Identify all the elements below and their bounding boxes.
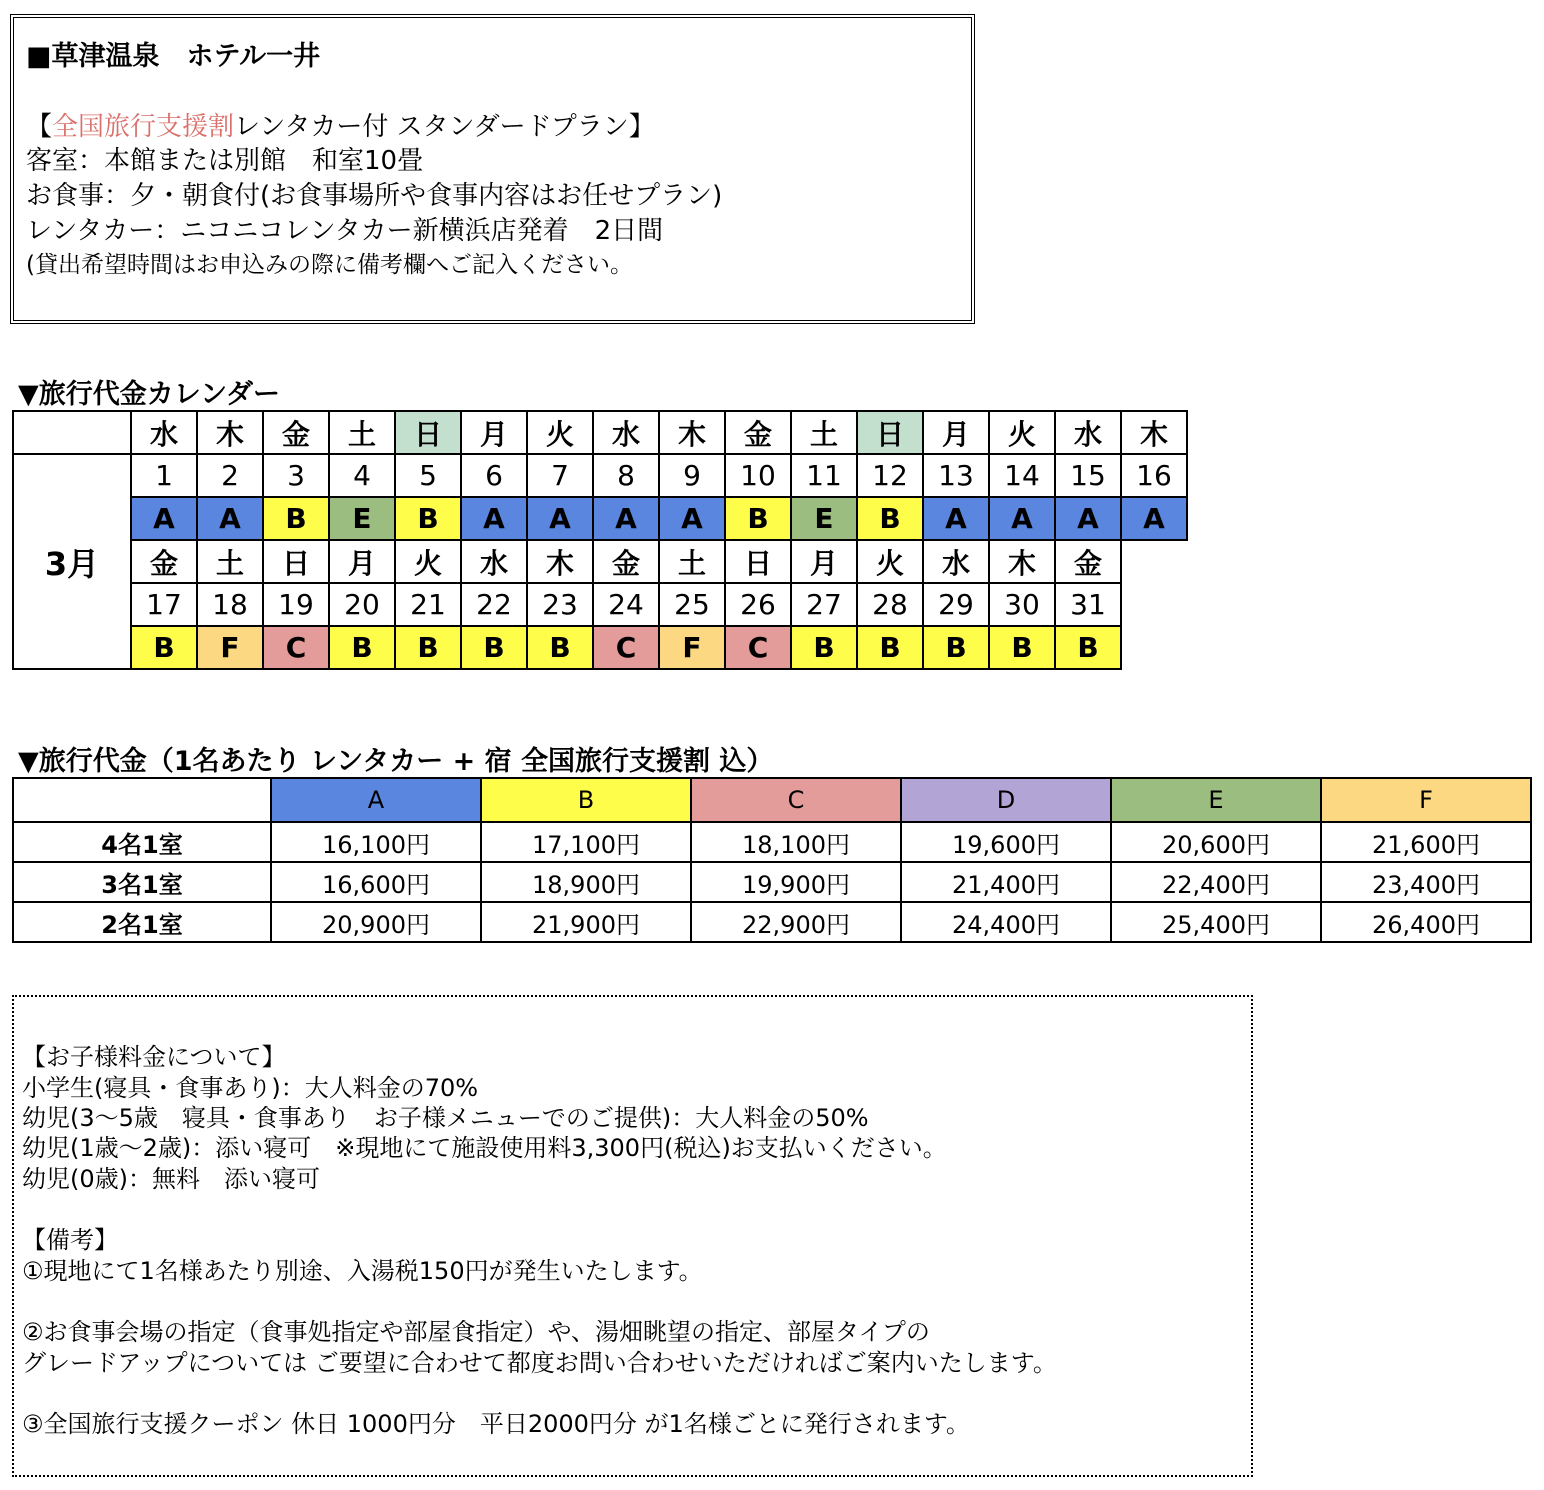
price-cell: 19,900円 [691,862,901,902]
room-info: 客室：本館または別館 和室10畳 [26,146,424,176]
calendar-title: ▼旅行代金カレンダー [18,379,281,410]
hotel-title: ■草津温泉 ホテル一井 [26,41,321,72]
rank-cell: E [329,497,395,540]
day-cell: 16 [1121,454,1187,497]
price-cell: 16,600円 [271,862,481,902]
price-row [13,862,1531,902]
day-cell: 14 [989,454,1055,497]
price-cell: 22,900円 [691,902,901,942]
rank-cell: C [263,626,329,669]
price-title: ▼旅行代金（1名あたり レンタカー + 宿 全国旅行支援割 込） [18,746,774,777]
day-cell: 17 [131,583,197,626]
weekday-cell: 月 [461,411,527,454]
weekday-cell: 火 [527,411,593,454]
rank-cell: A [1121,497,1187,540]
price-cell: 18,900円 [481,862,691,902]
empty-cell [1121,626,1187,669]
rank-cell: B [923,626,989,669]
child-line: 小学生(寝具・食事あり)：大人料金の70% [22,1074,479,1102]
price-cell: 21,600円 [1321,822,1531,862]
day-cell: 13 [923,454,989,497]
price-row [13,822,1531,862]
weekday-cell: 日 [857,411,923,454]
day-cell: 2 [197,454,263,497]
rank-column-header: E [1111,778,1321,822]
rank-cell: B [395,497,461,540]
rank-cell: B [791,626,857,669]
child-line: 幼児(1歳～2歳)：添い寝可 ※現地にて施設使用料3,300円(税込)お支払いください。 [22,1134,947,1162]
rank-cell: C [593,626,659,669]
rank-cell: B [395,626,461,669]
room-occupancy-label: 3名1室 [13,862,271,902]
price-cell: 23,400円 [1321,862,1531,902]
rank-cell: A [131,497,197,540]
day-cell: 6 [461,454,527,497]
child-heading: 【お子様料金について】 [22,1043,286,1071]
plan-accent: 全国旅行支援割 [52,112,235,142]
rank-column-header: B [481,778,691,822]
rank-cell: B [461,626,527,669]
price-calendar [12,410,1188,670]
weekday-cell: 月 [923,411,989,454]
rank-cell: E [791,497,857,540]
rank-column-header: F [1321,778,1531,822]
weekday-cell: 月 [329,540,395,583]
day-cell: 22 [461,583,527,626]
weekday-cell: 水 [1055,411,1121,454]
remark-2b: グレードアップについては ご要望に合わせて都度お問い合わせいただければご案内いたします。 [22,1349,1057,1377]
price-cell: 18,100円 [691,822,901,862]
rank-cell: A [923,497,989,540]
price-cell: 25,400円 [1111,902,1321,942]
room-occupancy-label: 4名1室 [13,822,271,862]
rank-cell: F [197,626,263,669]
calendar-corner [13,411,131,454]
rank-cell: A [1055,497,1121,540]
weekday-cell: 木 [659,411,725,454]
weekday-cell: 火 [857,540,923,583]
weekday-cell: 水 [131,411,197,454]
weekday-cell: 水 [461,540,527,583]
remarks-heading: 【備考】 [22,1226,118,1254]
day-cell: 5 [395,454,461,497]
room-occupancy-label: 2名1室 [13,902,271,942]
rank-cell: B [263,497,329,540]
child-line: 幼児(0歳)：無料 添い寝可 [22,1165,320,1193]
day-cell: 24 [593,583,659,626]
hotel-info-box [10,14,975,324]
rank-cell: A [659,497,725,540]
weekday-cell: 木 [527,540,593,583]
weekday-cell: 金 [131,540,197,583]
price-cell: 17,100円 [481,822,691,862]
weekday-cell: 火 [395,540,461,583]
rank-cell: A [593,497,659,540]
day-cell: 27 [791,583,857,626]
weekday-cell: 土 [329,411,395,454]
day-cell: 20 [329,583,395,626]
child-line: 幼児(3～5歳 寝具・食事あり お子様メニューでのご提供)：大人料金の50% [22,1104,869,1132]
day-cell: 4 [329,454,395,497]
remark-3: ③全国旅行支援クーポン 休日 1000円分 平日2000円分 が1名様ごとに発行されます。 [22,1410,970,1438]
weekday-cell: 土 [197,540,263,583]
day-cell: 15 [1055,454,1121,497]
price-cell: 20,600円 [1111,822,1321,862]
rank-cell: F [659,626,725,669]
rank-cell: B [131,626,197,669]
rank-cell: B [1055,626,1121,669]
weekday-cell: 日 [395,411,461,454]
weekday-cell: 日 [725,540,791,583]
rank-cell: B [857,626,923,669]
weekday-cell: 月 [791,540,857,583]
day-cell: 3 [263,454,329,497]
weekday-cell: 金 [263,411,329,454]
price-cell: 24,400円 [901,902,1111,942]
weekday-cell: 金 [725,411,791,454]
plan-name [26,106,655,143]
rank-cell: A [527,497,593,540]
day-cell: 8 [593,454,659,497]
price-table [12,777,1532,943]
rental-info: レンタカー：ニコニコレンタカー新横浜店発着 2日間 [26,216,664,246]
weekday-cell: 金 [1055,540,1121,583]
remark-2a: ②お食事会場の指定（食事処指定や部屋食指定）や、湯畑眺望の指定、部屋タイプの [22,1318,930,1346]
meal-info: お食事：夕・朝食付(お食事場所や食事内容はお任せプラン) [26,181,723,211]
empty-cell [1121,583,1187,626]
weekday-cell: 金 [593,540,659,583]
price-cell: 21,400円 [901,862,1111,902]
remark-1: ①現地にて1名様あたり別途、入湯税150円が発生いたします。 [22,1257,703,1285]
day-cell: 28 [857,583,923,626]
day-cell: 19 [263,583,329,626]
weekday-cell: 木 [989,540,1055,583]
empty-cell [1121,540,1187,583]
weekday-cell: 水 [923,540,989,583]
day-cell: 9 [659,454,725,497]
rank-cell: B [329,626,395,669]
rank-cell: B [527,626,593,669]
day-cell: 10 [725,454,791,497]
price-cell: 26,400円 [1321,902,1531,942]
plan-rest: レンタカー付 スタンダードプラン】 [234,112,655,142]
rank-cell: B [725,497,791,540]
rank-cell: B [989,626,1055,669]
price-corner [13,778,271,822]
day-cell: 31 [1055,583,1121,626]
rank-cell: A [461,497,527,540]
weekday-cell: 木 [1121,411,1187,454]
weekday-cell: 日 [263,540,329,583]
notes-box [12,995,1253,1477]
weekday-cell: 火 [989,411,1055,454]
weekday-cell: 木 [197,411,263,454]
plan-bracket-open: 【 [26,112,53,142]
day-cell: 25 [659,583,725,626]
day-cell: 7 [527,454,593,497]
rank-cell: A [197,497,263,540]
day-cell: 12 [857,454,923,497]
price-cell: 22,400円 [1111,862,1321,902]
rank-column-header: C [691,778,901,822]
rank-column-header: A [271,778,481,822]
rank-cell: A [989,497,1055,540]
day-cell: 29 [923,583,989,626]
rank-cell: C [725,626,791,669]
day-cell: 21 [395,583,461,626]
price-cell: 20,900円 [271,902,481,942]
weekday-cell: 土 [659,540,725,583]
price-cell: 21,900円 [481,902,691,942]
weekday-cell: 水 [593,411,659,454]
price-cell: 19,600円 [901,822,1111,862]
day-cell: 1 [131,454,197,497]
month-label: 3月 [13,454,131,669]
rank-column-header: D [901,778,1111,822]
day-cell: 18 [197,583,263,626]
day-cell: 26 [725,583,791,626]
day-cell: 11 [791,454,857,497]
price-cell: 16,100円 [271,822,481,862]
rank-cell: B [857,497,923,540]
day-cell: 23 [527,583,593,626]
price-row [13,902,1531,942]
rental-note: (貸出希望時間はお申込みの際に備考欄へご記入ください。 [26,252,633,278]
weekday-cell: 土 [791,411,857,454]
day-cell: 30 [989,583,1055,626]
